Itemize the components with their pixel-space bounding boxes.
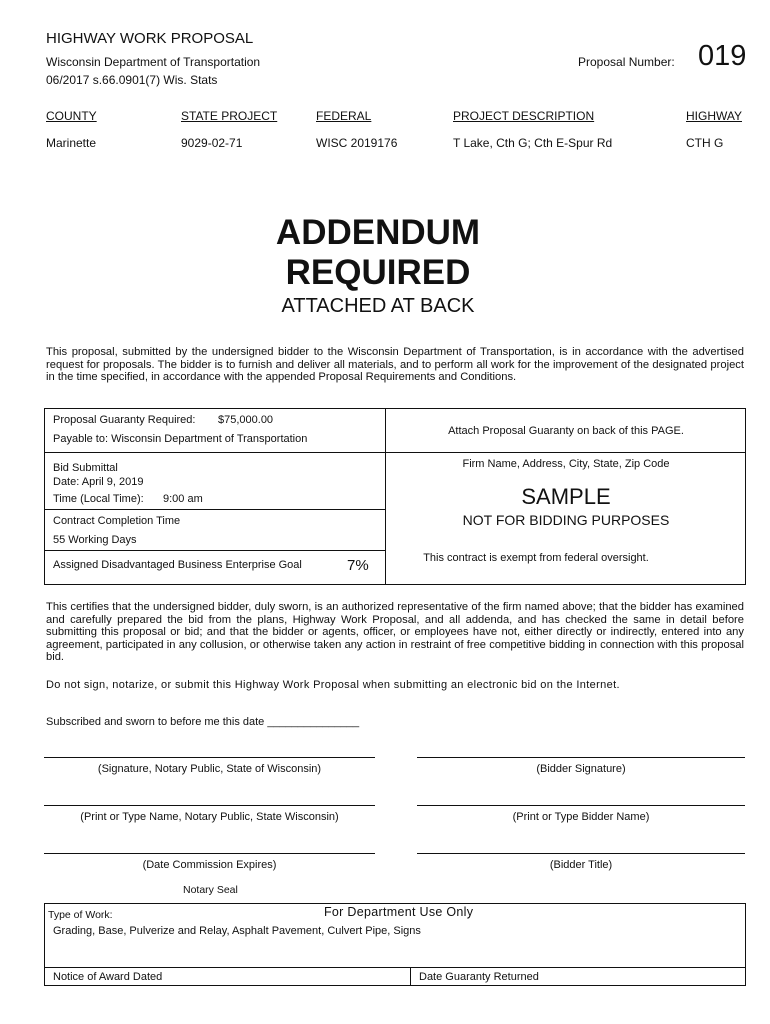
proposal-number: 019 (698, 40, 747, 72)
federal-exempt-note: This contract is exempt from federal oversight. (423, 552, 649, 564)
bid-submittal-date: Date: April 9, 2019 (53, 476, 144, 488)
notary-signature-line[interactable] (44, 757, 375, 758)
bidder-signature-caption: (Bidder Signature) (536, 763, 626, 775)
completion-label: Contract Completion Time (53, 515, 181, 527)
dbe-goal-value: 7% (347, 557, 369, 574)
cell-federal: WISC 2019176 (316, 136, 398, 150)
dbe-goal-label: Assigned Disadvantaged Business Enterprise Goal (53, 559, 302, 571)
sample-stamp: SAMPLE (521, 484, 611, 509)
bid-submittal-label: Bid Submittal (53, 462, 118, 474)
proposal-number-label: Proposal Number: (578, 55, 675, 69)
bidder-title-caption: (Bidder Title) (549, 859, 613, 871)
notary-name-line[interactable] (44, 805, 375, 806)
commission-expires-caption: (Date Commission Expires) (142, 859, 277, 871)
type-of-work-value: Grading, Base, Pulverize and Relay, Asphalt Pavement, Culvert Pipe, Signs (53, 925, 421, 937)
guaranty-required-label: Proposal Guaranty Required: (53, 414, 196, 426)
col-header-highway: HIGHWAY (686, 109, 742, 123)
type-of-work-label: Type of Work: (48, 909, 113, 921)
notary-signature-caption: (Signature, Notary Public, State of Wisconsin) (97, 763, 322, 775)
col-header-county: COUNTY (46, 109, 97, 123)
bidder-signature-line[interactable] (417, 757, 745, 758)
cell-state-project: 9029-02-71 (181, 136, 243, 150)
electronic-bid-warning: Do not sign, notarize, or submit this Highway Work Proposal when submitting an electronic bid on the Internet. (46, 679, 620, 691)
cell-highway: CTH G (686, 136, 724, 150)
col-header-state-project: STATE PROJECT (181, 109, 278, 123)
certification-paragraph: This certifies that the undersigned bidder, duly sworn, is an authorized representative of the firm named above; that the bidder has examined and carefully prepared the bid from the plans, Highway Work Proposal, and all addenda, and has checked the same in detail before submitting this proposal or bid; and that the bidder or agents, officer, or employees have not, either directly or indirectly, entered into any agreement, participated in any collusion, or otherwise taken any action in restraint of free competitive bidding in connection with this proposal bid. (46, 601, 744, 664)
col-header-federal: FEDERAL (316, 109, 372, 123)
department-use-title: For Department Use Only (324, 905, 474, 919)
guaranty-amount: $75,000.00 (218, 414, 274, 426)
department-name: Wisconsin Department of Transportation (46, 55, 261, 69)
statute-line: 06/2017 s.66.0901(7) Wis. Stats (46, 73, 218, 87)
notice-of-award-label: Notice of Award Dated (53, 971, 163, 983)
cell-project-description: T Lake, Cth G; Cth E-Spur Rd (453, 136, 613, 150)
addendum-heading: ADDENDUM (275, 213, 481, 252)
firm-info-label: Firm Name, Address, City, State, Zip Code (462, 458, 670, 470)
attached-at-back-heading: ATTACHED AT BACK (281, 295, 475, 317)
completion-value: 55 Working Days (53, 534, 137, 546)
sworn-date-line: Subscribed and sworn to before me this date _______________ (46, 716, 360, 728)
intro-paragraph: This proposal, submitted by the undersigned bidder to the Wisconsin Department of Transportation, is in accordance with the advertised request for proposals. The bidder is to furnish and deliver all materials, and to perform all work for the improvement of the designated project in the time specified, in accordance with the appended Proposal Requirements and Conditions. (46, 346, 744, 384)
bid-submittal-time-label: Time (Local Time): (53, 493, 144, 505)
attach-guaranty-note: Attach Proposal Guaranty on back of this PAGE. (448, 425, 684, 437)
required-heading: REQUIRED (285, 253, 471, 292)
notary-name-caption: (Print or Type Name, Notary Public, State Wisconsin) (80, 811, 339, 823)
bid-submittal-time-value: 9:00 am (163, 493, 203, 505)
bidder-name-caption: (Print or Type Bidder Name) (512, 811, 650, 823)
bidder-title-line[interactable] (417, 853, 745, 854)
guaranty-payable-to: Payable to: Wisconsin Department of Transportation (53, 433, 308, 445)
commission-expires-line[interactable] (44, 853, 375, 854)
notary-seal-label: Notary Seal (183, 884, 238, 896)
not-for-bidding-stamp: NOT FOR BIDDING PURPOSES (462, 512, 670, 528)
form-title: HIGHWAY WORK PROPOSAL (46, 30, 254, 47)
col-header-project-description: PROJECT DESCRIPTION (453, 109, 595, 123)
cell-county: Marinette (46, 136, 97, 150)
bidder-name-line[interactable] (417, 805, 745, 806)
guaranty-returned-label: Date Guaranty Returned (419, 971, 539, 983)
